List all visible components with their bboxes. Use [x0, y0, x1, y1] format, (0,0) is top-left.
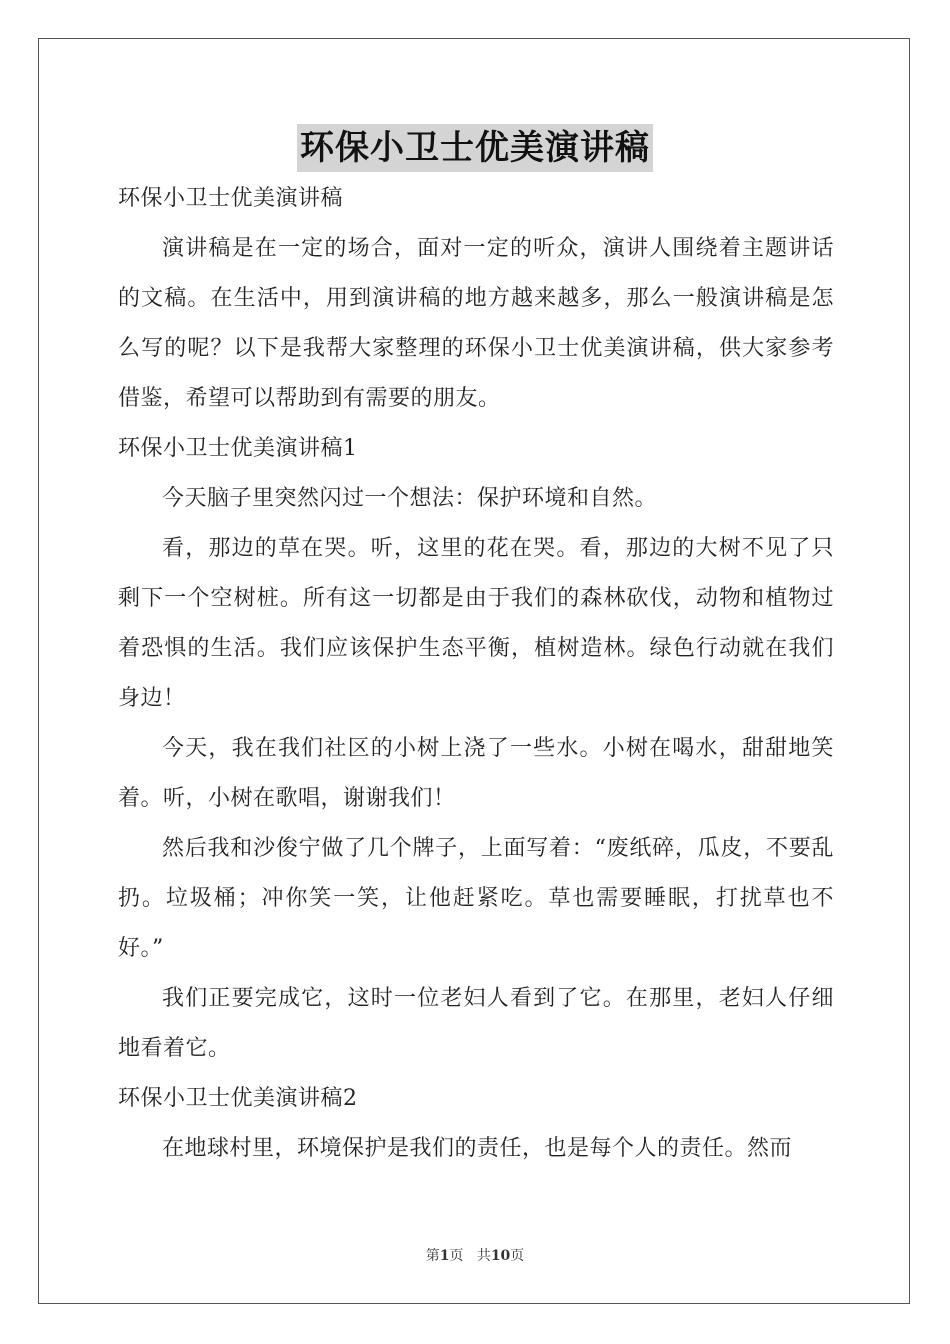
body-paragraph: 今天，我在我们社区的小树上浇了一些水。小树在喝水，甜甜地笑着。听，小树在歌唱，谢谢我们！	[118, 736, 834, 811]
page-current: 1	[439, 1248, 450, 1264]
total-suffix: 页	[510, 1248, 525, 1264]
page-footer	[0, 1244, 950, 1268]
section-heading: 环保小卫士优美演讲稿	[118, 186, 344, 211]
document-title: 环保小卫士优美演讲稿	[297, 124, 653, 172]
document-body	[118, 174, 834, 1174]
body-paragraph: 今天脑子里突然闪过一个想法：保护环境和自然。	[162, 486, 658, 511]
page-prefix: 第	[425, 1248, 440, 1264]
body-paragraph: 在地球村里，环境保护是我们的责任，也是每个人的责任。然而	[162, 1136, 793, 1161]
body-paragraph: 我们正要完成它，这时一位老妇人看到了它。在那里，老妇人仔细地看着它。	[118, 986, 834, 1061]
total-prefix: 共	[476, 1248, 491, 1264]
body-paragraph: 然后我和沙俊宁做了几个牌子，上面写着：“废纸碎，瓜皮，不要乱扔。垃圾桶；冲你笑一笑，让他赶紧吃。草也需要睡眠，打扰草也不好。”	[118, 836, 834, 961]
page-total: 10	[490, 1248, 511, 1264]
section-heading: 环保小卫士优美演讲稿1	[118, 436, 358, 461]
title-container	[0, 124, 950, 172]
section-heading: 环保小卫士优美演讲稿2	[118, 1086, 358, 1111]
body-paragraph: 演讲稿是在一定的场合，面对一定的听众，演讲人围绕着主题讲话的文稿。在生活中，用到演讲稿的地方越来越多，那么一般演讲稿是怎么写的呢？以下是我帮大家整理的环保小卫士优美演讲稿，供大家参考借鉴，希望可以帮助到有需要的朋友。	[118, 236, 834, 411]
body-paragraph: 看，那边的草在哭。听，这里的花在哭。看，那边的大树不见了只剩下一个空树桩。所有这一切都是由于我们的森林砍伐，动物和植物过着恐惧的生活。我们应该保护生态平衡，植树造林。绿色行动就在我们身边！	[118, 536, 834, 711]
page-suffix: 页	[449, 1248, 464, 1264]
